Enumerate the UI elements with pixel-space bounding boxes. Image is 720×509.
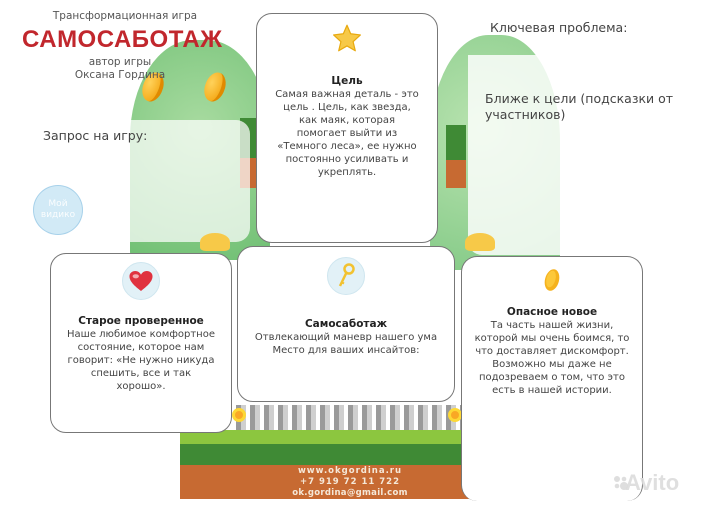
bubble-text-line1: Мой — [48, 199, 68, 209]
bubble-text-line2: видико — [40, 210, 76, 220]
website-text: www.okgordina.ru — [297, 466, 403, 476]
dangerous-new-card — [461, 256, 643, 501]
bubble-decoration — [33, 185, 83, 235]
request-label: Запрос на игру: — [43, 128, 148, 143]
author-info — [60, 56, 180, 82]
heart-icon — [122, 262, 160, 300]
author-label: автор игры — [88, 56, 152, 68]
goal-card — [256, 13, 438, 243]
self-sabotage-text-line1: Отвлекающий маневр нашего ума — [254, 332, 438, 343]
old-proven-card — [50, 253, 232, 433]
self-sabotage-title: Самосаботаж — [304, 318, 388, 330]
key-icon — [327, 257, 365, 295]
dirt-strip — [446, 160, 466, 188]
sunflower-icon — [448, 408, 462, 422]
old-proven-title: Старое проверенное — [78, 315, 204, 327]
dangerous-new-text: Та часть нашей жизни, которой мы очень боимся, то что доставляет дискомфорт. Возможно мы даже не подозреваем о том, что это есть в нашей истории. — [474, 320, 630, 396]
insights-prompt: Место для ваших инсайтов: — [272, 345, 420, 356]
star-icon — [332, 24, 362, 52]
phone-text: +7 919 72 11 722 — [299, 477, 401, 487]
key-problem-label: Ключевая проблема: — [490, 20, 628, 35]
game-subtitle: Трансформационная игра — [52, 10, 198, 22]
closer-label-line2: участников) — [485, 107, 566, 122]
brand-title: САМОСАБОТАЖ — [22, 26, 223, 53]
star-icon — [200, 233, 230, 251]
grass-band — [180, 430, 470, 465]
grass-strip — [446, 125, 466, 160]
closer-to-goal-label — [485, 91, 673, 123]
email-text: ok.gordina@gmail.com — [292, 488, 408, 498]
goal-text: Самая важная деталь - это цель . Цель, как звезда, как маяк, которая помогает выйти из «Темного леса», ее нужно постоянно усиливать и укреплять. — [275, 89, 419, 178]
closer-overlay-panel — [468, 55, 588, 255]
coin-icon — [541, 267, 563, 293]
closer-label-line1: Ближе к цели (подсказки от — [485, 91, 674, 106]
star-icon — [465, 233, 495, 251]
goal-title: Цель — [331, 75, 363, 87]
sunflower-icon — [232, 408, 246, 422]
dangerous-new-title: Опасное новое — [506, 306, 598, 318]
avito-watermark: Avito — [625, 470, 680, 495]
old-proven-text: Наше любимое комфортное состояние, которое нам говорит: «Не нужно никуда спешить, все и так хорошо». — [67, 329, 215, 392]
self-sabotage-card — [237, 246, 455, 402]
author-name: Оксана Гордина — [74, 69, 166, 81]
